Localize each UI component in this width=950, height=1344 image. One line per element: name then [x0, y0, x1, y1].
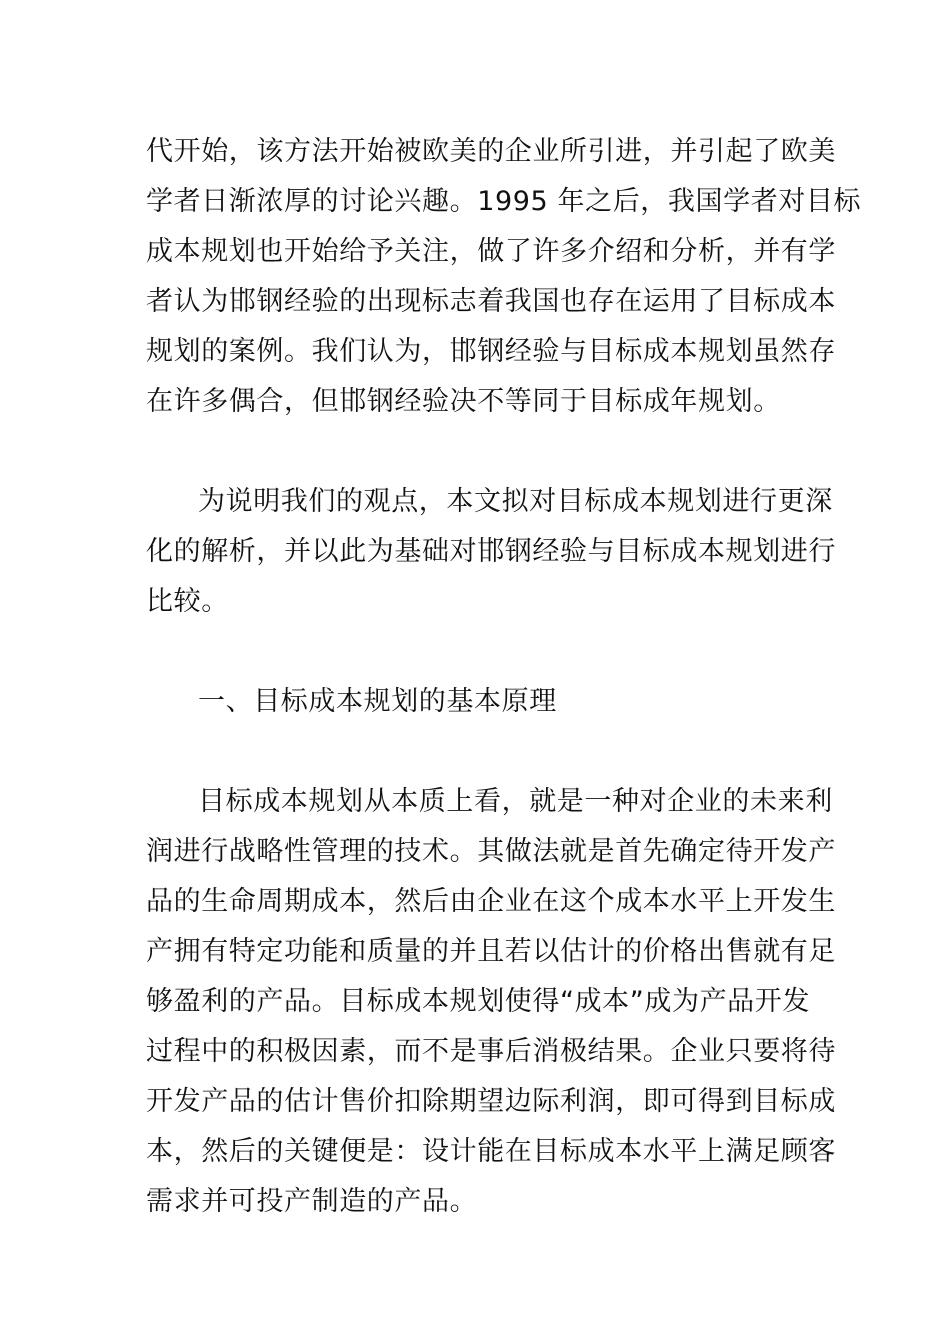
paragraph-line: 为说明我们的观点，本文拟对目标成本规划进行更深	[198, 486, 833, 517]
paragraph-line: 本，然后的关键便是：设计能在目标成本水平上满足顾客	[146, 1136, 836, 1167]
paragraph-line: 过程中的积极因素，而不是事后消极结果。企业只要将待	[146, 1036, 836, 1067]
paragraph-line: 者认为邯钢经验的出现标志着我国也存在运用了目标成本	[146, 286, 836, 317]
paragraph-line: 目标成本规划从本质上看，就是一种对企业的未来利	[198, 786, 833, 817]
paragraph-line: 产拥有特定功能和质量的并且若以估计的价格出售就有足	[146, 936, 836, 967]
paragraph-line: 开发产品的估计售价扣除期望边际利润，即可得到目标成	[146, 1086, 836, 1117]
paragraph-line: 代开始，该方法开始被欧美的企业所引进，并引起了欧美	[146, 136, 836, 167]
paragraph-line: 需求并可投产制造的产品。	[146, 1186, 478, 1217]
paragraph-line: 在许多偶合，但邯钢经验决不等同于目标成年规划。	[146, 386, 781, 417]
paragraph-line: 比较。	[146, 586, 229, 617]
paragraph-line: 学者日渐浓厚的讨论兴趣。1995 年之后，我国学者对目标	[146, 186, 862, 217]
paragraph-line: 品的生命周期成本，然后由企业在这个成本水平上开发生	[146, 886, 836, 917]
paragraph-line: 化的解析，并以此为基础对邯钢经验与目标成本规划进行	[146, 536, 836, 567]
paragraph-line: 润进行战略性管理的技术。其做法就是首先确定待开发产	[146, 836, 836, 867]
paragraph-line: 规划的案例。我们认为，邯钢经验与目标成本规划虽然存	[146, 336, 836, 367]
paragraph-line: 够盈利的产品。目标成本规划使得“成本”成为产品开发	[146, 986, 810, 1017]
section-heading: 一、目标成本规划的基本原理	[198, 686, 557, 717]
paragraph-line: 成本规划也开始给予关注，做了许多介绍和分析，并有学	[146, 236, 836, 267]
